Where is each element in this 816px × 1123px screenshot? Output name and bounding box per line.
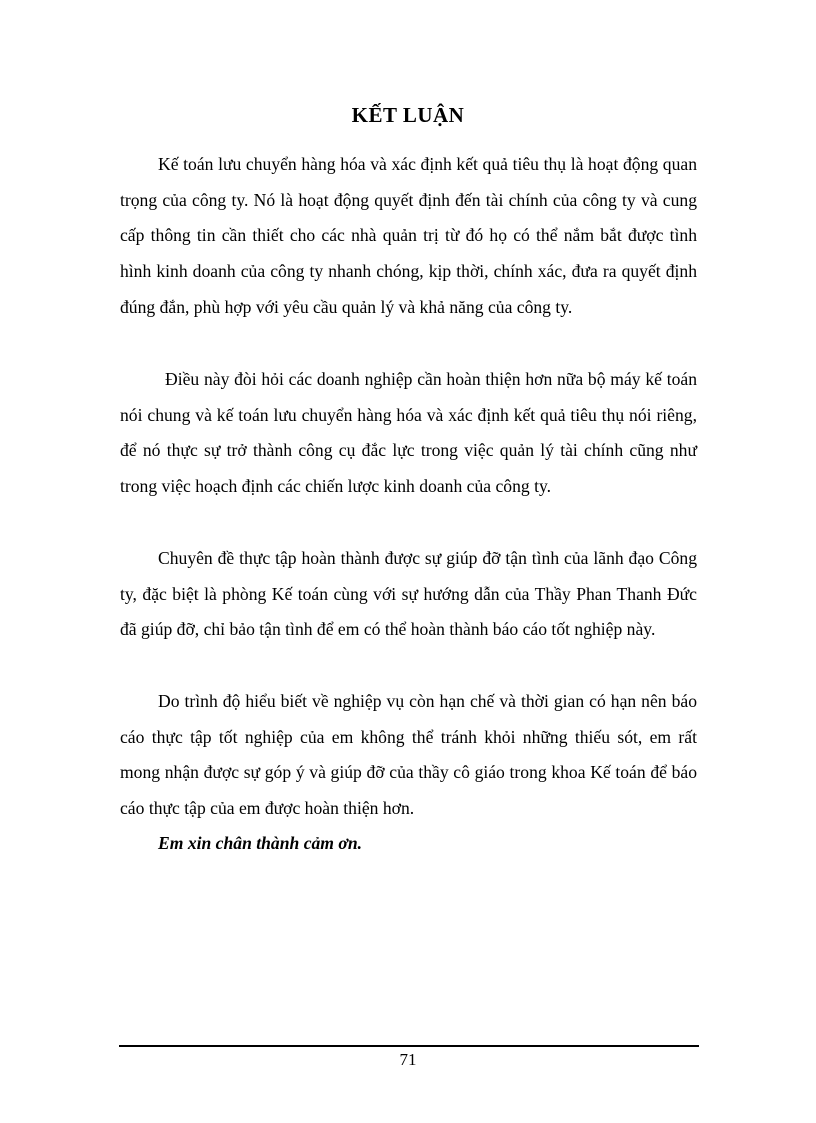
paragraph-1: Kế toán lưu chuyển hàng hóa và xác định kết quả tiêu thụ là hoạt động quan trọng của công ty. Nó là hoạt động quyết định đến tài chính của công ty và cung cấp thông tin cần thiết cho các nhà quản trị từ đó họ có thể nắm bắt được tình hình kinh doanh của công ty nhanh chóng, kịp thời, chính xác, đưa ra quyết định đúng đắn, phù hợp với yêu cầu quản lý và khả năng của công ty. xyxy=(120,154,697,317)
closing-line: Em xin chân thành cảm ơn. xyxy=(158,833,363,853)
paragraph-2: Điều này đòi hỏi các doanh nghiệp cần hoàn thiện hơn nữa bộ máy kế toán nói chung và kế toán lưu chuyển hàng hóa và xác định kết quả tiêu thụ nói riêng, để nó thực sự trở thành công cụ đắc lực trong việc quản lý tài chính cũng như trong việc hoạch định các chiến lược kinh doanh của công ty. xyxy=(120,369,697,497)
page-number: 71 xyxy=(399,1050,417,1069)
paragraph-3: Chuyên đề thực tập hoàn thành được sự giúp đỡ tận tình của lãnh đạo Công ty, đặc biệt là phòng Kế toán cùng với sự hướng dẫn của Thầy Phan Thanh Đức đã giúp đỡ, chỉ bảo tận tình để em có thể hoàn thành báo cáo tốt nghiệp này. xyxy=(120,548,697,640)
paragraph-4: Do trình độ hiểu biết về nghiệp vụ còn hạn chế và thời gian có hạn nên báo cáo thực tập tốt nghiệp của em không thể tránh khỏi những thiếu sót, em rất mong nhận được sự góp ý và giúp đỡ của thầy cô giáo trong khoa Kế toán để báo cáo thực tập của em được hoàn thiện hơn. xyxy=(120,691,697,819)
page-title: KẾT LUẬN xyxy=(351,103,465,127)
footer-divider xyxy=(119,1045,699,1047)
